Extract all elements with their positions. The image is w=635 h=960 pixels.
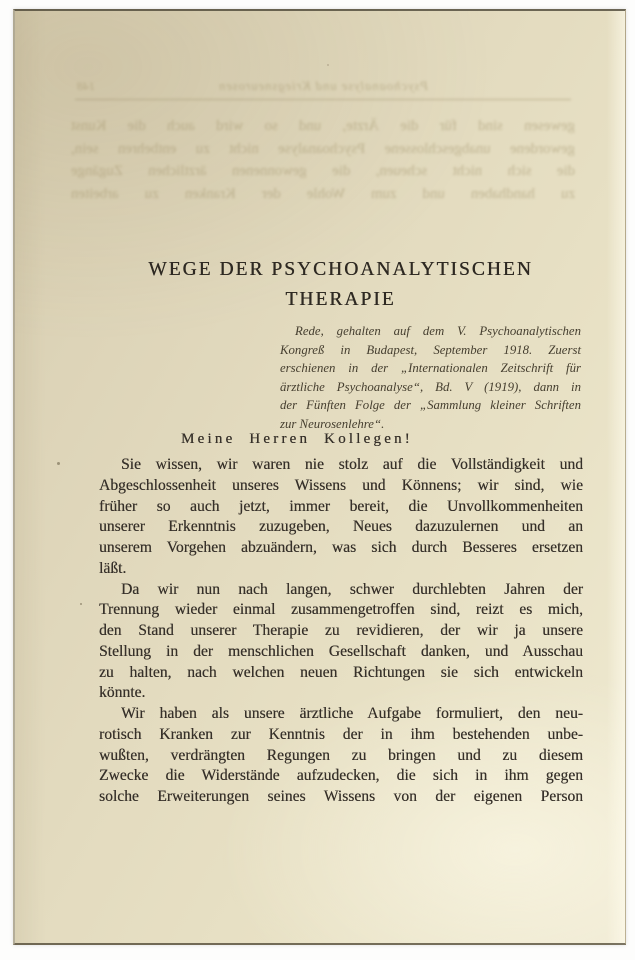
text-line: Zwecke die Widerstände aufzudecken, die sich in ihm gegen bbox=[99, 767, 583, 785]
text-line: zu handhaben und zum Wohle der Kranken zu arbeiten bbox=[71, 185, 575, 202]
text-line: gewesen sind für die Ärzte, und so wird auch die Kunst bbox=[71, 118, 575, 134]
text-line: Kongreß in Budapest, September 1918. Zuerst bbox=[280, 342, 581, 357]
text-line: ärztliche Psychoanalyse“, Bd. V (1919), dann in bbox=[280, 379, 581, 394]
bleedthrough-body bbox=[71, 115, 575, 205]
text-line: der Fünften Folge der „Sammlung kleiner Schriften bbox=[280, 398, 581, 412]
paper-speck bbox=[80, 603, 82, 605]
body-paragraph-2 bbox=[99, 580, 583, 705]
bleedthrough-running-head bbox=[71, 75, 575, 97]
bleedthrough-head-title: Psychoanalyse und Kriegsneurosen bbox=[218, 79, 428, 93]
text-line: könnte. bbox=[99, 684, 146, 702]
book-page bbox=[13, 9, 626, 945]
chapter-title-line1: WEGE DER PSYCHOANALYTISCHEN bbox=[148, 259, 533, 280]
salutation: Meine Herren Kollegen! bbox=[181, 431, 413, 447]
text-line: Wir haben als unsere ärztliche Aufgabe formuliert, den neu- bbox=[121, 705, 583, 722]
text-line: die sich nicht scheuen, die gewonnenen ärztlichen Zugänge bbox=[71, 163, 575, 179]
text-line: früher so auch jetzt, immer bereit, die Unvollkommenheiten bbox=[99, 497, 583, 515]
text-line: rotisch Kranken zur Kenntnis der in ihm bestehenden unbe- bbox=[99, 725, 583, 743]
bleedthrough-page-number: 148 bbox=[77, 79, 95, 93]
chapter-title-line2: THERAPIE bbox=[285, 289, 396, 310]
text-line: unserem Vorgehen abzuändern, was sich durch Besseres ersetzen bbox=[99, 539, 583, 556]
text-line: Da wir nun nach langen, schwer durchlebten Jahren der bbox=[121, 580, 583, 598]
text-line: solche Erweiterungen seines Wissens von der eigenen Person bbox=[99, 788, 583, 805]
paper-speck bbox=[327, 64, 329, 66]
text-line: wußten, verdrängten Regungen zu bringen und zu diesem bbox=[99, 746, 583, 764]
body-text bbox=[99, 455, 583, 808]
text-line: läßt. bbox=[99, 559, 127, 577]
text-line: zu halten, nach welchen neuen Richtungen sie sich entwickeln bbox=[99, 663, 583, 681]
text-line: Abgeschlossenheit unseres Wissens und Könnens; wir sind, wie bbox=[99, 476, 583, 494]
text-line: Stellung in der menschlichen Gesellschaft danken, und Ausschau bbox=[99, 642, 583, 660]
body-paragraph-3 bbox=[99, 704, 583, 808]
chapter-title bbox=[99, 255, 582, 315]
text-line: gewordene unabgeschlossene Psychoanalyse nicht zu entbehren sein, bbox=[71, 140, 575, 157]
text-line: Trennung wieder einmal zusammengetroffen sind, reizt es mich, bbox=[99, 601, 583, 619]
text-line: zur Neurosenlehre“. bbox=[280, 416, 385, 431]
bleedthrough-rule bbox=[75, 99, 571, 100]
body-paragraph-1 bbox=[99, 455, 583, 580]
text-line: Sie wissen, wir waren nie stolz auf die Vollständigkeit und bbox=[121, 456, 583, 473]
publication-note bbox=[280, 322, 581, 433]
paper-speck bbox=[57, 462, 60, 465]
text-line: Rede, gehalten auf dem V. Psychoanalytischen bbox=[295, 324, 581, 338]
bleedthrough-text bbox=[71, 75, 575, 205]
text-line: unserer Erkenntnis zuzugeben, Neues dazuzulernen und an bbox=[99, 518, 583, 536]
text-line: erschienen in der „Internationalen Zeitschrift für bbox=[280, 361, 581, 375]
text-line: den Stand unserer Therapie zu revidieren, der wir ja unsere bbox=[99, 622, 583, 639]
